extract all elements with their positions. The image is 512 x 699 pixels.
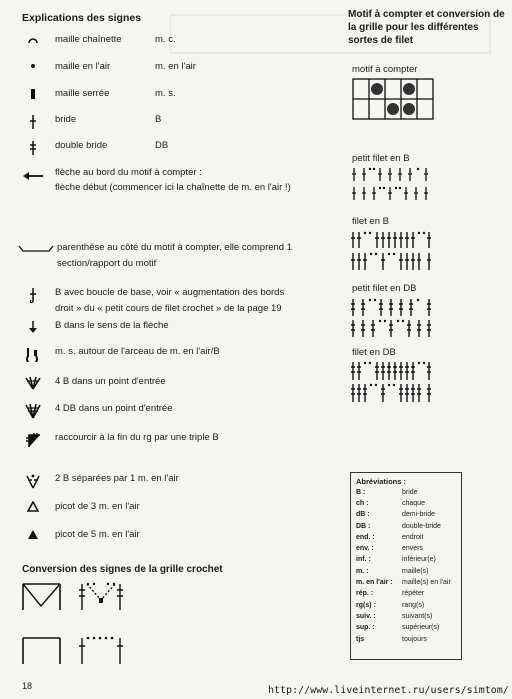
picot-outline-triangle-icon: [22, 501, 44, 512]
picot3-desc: picot de 3 m. en l'air: [55, 501, 140, 512]
page-number: 18: [22, 681, 33, 691]
sign-abbr: m. en l'air: [155, 61, 196, 72]
sign-name: double bride: [55, 140, 108, 151]
sign-name: maille en l'air: [55, 61, 111, 72]
ms-around-desc: m. s. autour de l'arceau de m. en l'air/B: [55, 346, 220, 357]
arrow-dir-desc: B dans le sens de la flèche: [55, 320, 169, 331]
abbr-value: chaque: [402, 500, 425, 507]
sign-abbr: m. s.: [155, 88, 176, 99]
abbr-key: m. :: [356, 568, 369, 575]
treble-arrow-down-icon: [22, 320, 44, 334]
abbr-key: rg(s) :: [356, 602, 376, 609]
motif-label: motif à compter: [352, 64, 418, 75]
source-url[interactable]: http://www.liveinternet.ru/users/simtom/: [268, 685, 509, 696]
motif-heading: Motif à compter et conversion de la grille pour les différentes sortes de filet: [348, 9, 505, 46]
grid-cell-open: [23, 638, 60, 664]
abbreviations-box: [350, 472, 462, 660]
motif-grid: [352, 78, 434, 120]
abbreviations-title: Abréviations :: [356, 477, 407, 486]
sign-abbr: m. c.: [155, 34, 176, 45]
abbr-value: toujours: [402, 636, 427, 643]
abbr-key: dB :: [356, 511, 370, 518]
treble-base-loop-icon: [22, 287, 44, 305]
filet-db-label: filet en DB: [352, 347, 396, 358]
abbr-key: rép. :: [356, 590, 374, 597]
abbr-key: ch :: [356, 500, 369, 507]
abbr-key: suiv. :: [356, 613, 376, 620]
bracket-icon: [18, 243, 54, 253]
abbr-key: end. :: [356, 534, 375, 541]
filet-b-label: filet en B: [352, 216, 389, 227]
abbr-key: env. :: [356, 545, 374, 552]
abbr-key: sup. :: [356, 624, 375, 631]
shorten-desc: raccourcir à la fin du rg par une triple B: [55, 432, 219, 443]
bracket-desc-2: section/rapport du motif: [57, 258, 157, 269]
abbr-value: répéter: [402, 590, 425, 597]
sign-name: maille serrée: [55, 88, 110, 99]
sign-abbr: DB: [155, 140, 169, 151]
abbr-value: maille(s): [402, 568, 429, 575]
sign-name: bride: [55, 114, 77, 125]
grid-cell-v: [23, 584, 60, 610]
crochet-open: [79, 637, 123, 664]
conversion-diagram: [22, 580, 132, 668]
loop-around-icon: [22, 346, 44, 362]
four-double-treble-fan-icon: [22, 403, 44, 419]
abbr-value: maille(s) en l'air: [402, 579, 451, 586]
tight-stitch-icon: [22, 88, 44, 100]
picot-filled-triangle-icon: [22, 529, 44, 540]
abbr-key: m. en l'air :: [356, 579, 393, 586]
double-treble-icon: [22, 140, 44, 156]
arrow-desc-1: flèche au bord du motif à compter :: [55, 167, 202, 178]
abbr-value: demi-bride: [402, 511, 436, 518]
petit-filet-b-label: petit filet en B: [352, 153, 410, 164]
petit-filet-b-diagram: [350, 166, 432, 202]
arrow-desc-2: flèche début (commencer ici la chaînette de m. en l'air !): [55, 182, 291, 193]
air-stitch-icon: [22, 61, 44, 71]
arrow-left-icon: [22, 171, 44, 181]
two-treble-v-icon: [22, 473, 44, 489]
filet-b-diagram: [350, 230, 432, 272]
four-db-desc: 4 DB dans un point d'entrée: [55, 403, 173, 414]
crochet-v: [79, 583, 123, 610]
picot5-desc: picot de 5 m. en l'air: [55, 529, 140, 540]
abbr-value: inférieur(e): [402, 556, 436, 563]
sign-name: maille chaînette: [55, 34, 122, 45]
abbr-value: supérieur(s): [402, 624, 440, 631]
abbr-value: suivant(s): [402, 613, 433, 620]
petit-filet-db-label: petit filet en DB: [352, 283, 417, 294]
four-treble-fan-icon: [22, 376, 44, 390]
two-b-desc: 2 B séparées par 1 m. en l'air: [55, 473, 179, 484]
bracket-desc-1: parenthèse au côté du motif à compter, elle comprend 1: [57, 242, 292, 253]
abbr-value: bride: [402, 489, 418, 496]
chain-stitch-icon: [22, 34, 44, 44]
abbr-value: endroit: [402, 534, 424, 541]
triple-treble-corner-icon: [22, 432, 44, 448]
base-loop-desc-1: B avec boucle de base, voir « augmentation des bords: [55, 287, 285, 298]
signs-heading: Explications des signes: [22, 12, 142, 24]
sign-abbr: B: [155, 114, 162, 125]
filet-db-diagram: [350, 360, 432, 404]
abbr-key: B :: [356, 489, 366, 496]
four-b-desc: 4 B dans un point d'entrée: [55, 376, 166, 387]
base-loop-desc-2: droit » du « petit cours de filet crochet » de la page 19: [55, 303, 282, 314]
abbr-key: inf. :: [356, 556, 371, 563]
abbr-key: DB :: [356, 523, 371, 530]
abbr-key: tjs: [356, 636, 365, 643]
conversion-heading: Conversion des signes de la grille crochet: [22, 564, 223, 575]
abbr-value: rang(s): [402, 602, 425, 609]
treble-icon: [22, 114, 44, 130]
abbr-value: envers: [402, 545, 424, 552]
abbr-value: double-bride: [402, 523, 441, 530]
petit-filet-db-diagram: [350, 297, 432, 339]
